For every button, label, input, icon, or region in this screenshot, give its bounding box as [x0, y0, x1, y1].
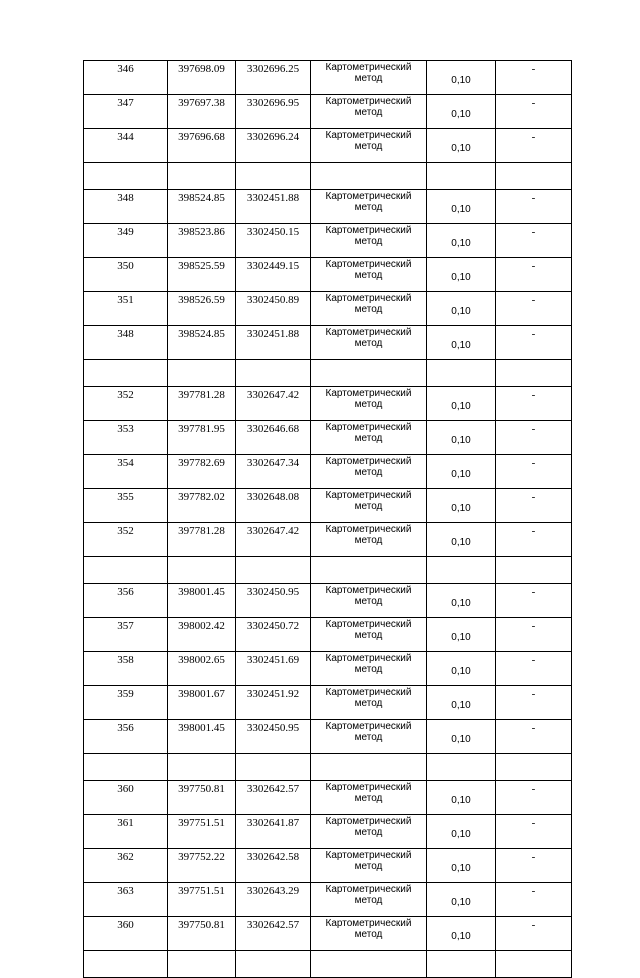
table-row [84, 720, 572, 754]
y-coordinate-cell: 3302647.34 [236, 455, 311, 489]
point-number-cell: 361 [84, 815, 168, 849]
note-cell: - [496, 326, 572, 360]
table-row [84, 224, 572, 258]
method-line-2: метод [354, 535, 383, 546]
method-line-2: метод [354, 630, 383, 641]
empty-cell [496, 951, 572, 978]
method-line-1: Картометрический [325, 524, 412, 535]
table-row [84, 489, 572, 523]
accuracy-cell: 0,10 [427, 292, 496, 326]
x-coordinate-cell: 397781.28 [168, 523, 236, 557]
y-coordinate-cell: 3302450.15 [236, 224, 311, 258]
empty-cell [168, 754, 236, 781]
empty-cell [236, 951, 311, 978]
point-number-cell: 351 [84, 292, 168, 326]
point-number-cell: 355 [84, 489, 168, 523]
accuracy-cell: 0,10 [427, 224, 496, 258]
empty-cell [496, 360, 572, 387]
point-number-cell: 357 [84, 618, 168, 652]
accuracy-cell: 0,10 [427, 686, 496, 720]
empty-cell [236, 360, 311, 387]
x-coordinate-cell: 397752.22 [168, 849, 236, 883]
empty-cell [84, 951, 168, 978]
empty-cell [311, 360, 427, 387]
empty-cell [496, 754, 572, 781]
method-cell [311, 652, 427, 686]
x-coordinate-cell: 397696.68 [168, 129, 236, 163]
method-cell [311, 618, 427, 652]
method-line-2: метод [354, 270, 383, 281]
method-cell [311, 523, 427, 557]
method-line-1: Картометрический [325, 130, 412, 141]
y-coordinate-cell: 3302450.72 [236, 618, 311, 652]
note-cell: - [496, 190, 572, 224]
note-cell: - [496, 523, 572, 557]
y-coordinate-cell: 3302451.69 [236, 652, 311, 686]
table-row [84, 618, 572, 652]
accuracy-cell: 0,10 [427, 781, 496, 815]
table-row [84, 129, 572, 163]
method-line-1: Картометрический [325, 687, 412, 698]
method-line-2: метод [354, 399, 383, 410]
point-number-cell: 344 [84, 129, 168, 163]
x-coordinate-cell: 398001.45 [168, 720, 236, 754]
empty-cell [168, 557, 236, 584]
note-cell: - [496, 258, 572, 292]
x-coordinate-cell: 397750.81 [168, 781, 236, 815]
table-separator-row [84, 754, 572, 781]
y-coordinate-cell: 3302646.68 [236, 421, 311, 455]
empty-cell [168, 951, 236, 978]
method-line-2: метод [354, 664, 383, 675]
empty-cell [84, 557, 168, 584]
point-number-cell: 363 [84, 883, 168, 917]
table-row [84, 421, 572, 455]
method-line-2: метод [354, 895, 383, 906]
method-line-1: Картометрический [325, 490, 412, 501]
note-cell: - [496, 917, 572, 951]
method-cell [311, 387, 427, 421]
accuracy-cell: 0,10 [427, 849, 496, 883]
method-cell [311, 917, 427, 951]
note-cell: - [496, 686, 572, 720]
y-coordinate-cell: 3302451.88 [236, 190, 311, 224]
method-cell [311, 292, 427, 326]
method-line-1: Картометрический [325, 388, 412, 399]
empty-cell [427, 360, 496, 387]
point-number-cell: 352 [84, 523, 168, 557]
point-number-cell: 362 [84, 849, 168, 883]
x-coordinate-cell: 397782.02 [168, 489, 236, 523]
y-coordinate-cell: 3302647.42 [236, 387, 311, 421]
method-cell [311, 224, 427, 258]
empty-cell [236, 754, 311, 781]
note-cell: - [496, 292, 572, 326]
method-line-2: метод [354, 141, 383, 152]
x-coordinate-cell: 398523.86 [168, 224, 236, 258]
empty-cell [427, 557, 496, 584]
method-line-2: метод [354, 433, 383, 444]
empty-cell [84, 754, 168, 781]
point-number-cell: 349 [84, 224, 168, 258]
empty-cell [496, 163, 572, 190]
method-line-2: метод [354, 596, 383, 607]
x-coordinate-cell: 397781.95 [168, 421, 236, 455]
note-cell: - [496, 387, 572, 421]
method-line-2: метод [354, 929, 383, 940]
method-line-1: Картометрический [325, 225, 412, 236]
note-cell: - [496, 652, 572, 686]
note-cell: - [496, 95, 572, 129]
method-cell [311, 686, 427, 720]
empty-cell [84, 360, 168, 387]
table-separator-row [84, 360, 572, 387]
accuracy-cell: 0,10 [427, 326, 496, 360]
x-coordinate-cell: 398001.45 [168, 584, 236, 618]
table-row [84, 326, 572, 360]
y-coordinate-cell: 3302451.92 [236, 686, 311, 720]
method-line-2: метод [354, 732, 383, 743]
note-cell: - [496, 720, 572, 754]
empty-cell [168, 163, 236, 190]
method-cell [311, 489, 427, 523]
x-coordinate-cell: 398526.59 [168, 292, 236, 326]
table-row [84, 61, 572, 95]
point-number-cell: 353 [84, 421, 168, 455]
method-line-1: Картометрический [325, 62, 412, 73]
point-number-cell: 347 [84, 95, 168, 129]
method-line-2: метод [354, 467, 383, 478]
accuracy-cell: 0,10 [427, 61, 496, 95]
y-coordinate-cell: 3302642.57 [236, 781, 311, 815]
empty-cell [311, 557, 427, 584]
y-coordinate-cell: 3302648.08 [236, 489, 311, 523]
x-coordinate-cell: 398524.85 [168, 190, 236, 224]
point-number-cell: 356 [84, 720, 168, 754]
point-number-cell: 346 [84, 61, 168, 95]
method-line-2: метод [354, 107, 383, 118]
y-coordinate-cell: 3302696.24 [236, 129, 311, 163]
empty-cell [427, 754, 496, 781]
y-coordinate-cell: 3302450.89 [236, 292, 311, 326]
note-cell: - [496, 224, 572, 258]
note-cell: - [496, 849, 572, 883]
x-coordinate-cell: 397751.51 [168, 883, 236, 917]
method-cell [311, 883, 427, 917]
table-row [84, 686, 572, 720]
method-line-2: метод [354, 793, 383, 804]
accuracy-cell: 0,10 [427, 95, 496, 129]
table-row [84, 455, 572, 489]
method-line-2: метод [354, 338, 383, 349]
table-separator-row [84, 557, 572, 584]
method-cell [311, 720, 427, 754]
method-line-1: Картометрический [325, 653, 412, 664]
table-row [84, 815, 572, 849]
y-coordinate-cell: 3302696.95 [236, 95, 311, 129]
method-line-1: Картометрический [325, 619, 412, 630]
accuracy-cell: 0,10 [427, 584, 496, 618]
empty-cell [496, 557, 572, 584]
x-coordinate-cell: 397781.28 [168, 387, 236, 421]
x-coordinate-cell: 398525.59 [168, 258, 236, 292]
table-row [84, 652, 572, 686]
accuracy-cell: 0,10 [427, 489, 496, 523]
y-coordinate-cell: 3302696.25 [236, 61, 311, 95]
x-coordinate-cell: 397698.09 [168, 61, 236, 95]
table-row [84, 95, 572, 129]
empty-cell [311, 754, 427, 781]
table-row [84, 190, 572, 224]
method-cell [311, 258, 427, 292]
x-coordinate-cell: 398001.67 [168, 686, 236, 720]
x-coordinate-cell: 398524.85 [168, 326, 236, 360]
note-cell: - [496, 781, 572, 815]
method-line-2: метод [354, 236, 383, 247]
table-row [84, 781, 572, 815]
note-cell: - [496, 815, 572, 849]
y-coordinate-cell: 3302643.29 [236, 883, 311, 917]
y-coordinate-cell: 3302642.58 [236, 849, 311, 883]
table-row [84, 292, 572, 326]
note-cell: - [496, 421, 572, 455]
accuracy-cell: 0,10 [427, 129, 496, 163]
note-cell: - [496, 584, 572, 618]
table-row [84, 258, 572, 292]
point-number-cell: 360 [84, 917, 168, 951]
note-cell: - [496, 129, 572, 163]
method-line-1: Картометрический [325, 721, 412, 732]
method-cell [311, 95, 427, 129]
note-cell: - [496, 61, 572, 95]
method-line-2: метод [354, 861, 383, 872]
method-line-2: метод [354, 202, 383, 213]
point-number-cell: 348 [84, 190, 168, 224]
method-cell [311, 326, 427, 360]
method-cell [311, 849, 427, 883]
point-number-cell: 356 [84, 584, 168, 618]
table-row [84, 387, 572, 421]
x-coordinate-cell: 397750.81 [168, 917, 236, 951]
method-line-2: метод [354, 698, 383, 709]
empty-cell [168, 360, 236, 387]
point-number-cell: 360 [84, 781, 168, 815]
method-line-1: Картометрический [325, 585, 412, 596]
accuracy-cell: 0,10 [427, 387, 496, 421]
method-line-1: Картометрический [325, 422, 412, 433]
method-cell [311, 781, 427, 815]
x-coordinate-cell: 398002.42 [168, 618, 236, 652]
x-coordinate-cell: 397782.69 [168, 455, 236, 489]
x-coordinate-cell: 398002.65 [168, 652, 236, 686]
y-coordinate-cell: 3302647.42 [236, 523, 311, 557]
point-number-cell: 358 [84, 652, 168, 686]
y-coordinate-cell: 3302449.15 [236, 258, 311, 292]
method-line-2: метод [354, 827, 383, 838]
point-number-cell: 354 [84, 455, 168, 489]
method-line-2: метод [354, 304, 383, 315]
method-line-1: Картометрический [325, 850, 412, 861]
point-number-cell: 348 [84, 326, 168, 360]
y-coordinate-cell: 3302450.95 [236, 584, 311, 618]
accuracy-cell: 0,10 [427, 421, 496, 455]
method-line-1: Картометрический [325, 259, 412, 270]
accuracy-cell: 0,10 [427, 883, 496, 917]
method-cell [311, 61, 427, 95]
method-cell [311, 129, 427, 163]
note-cell: - [496, 489, 572, 523]
empty-cell [84, 163, 168, 190]
y-coordinate-cell: 3302450.95 [236, 720, 311, 754]
empty-cell [427, 951, 496, 978]
coordinates-table [83, 60, 572, 978]
x-coordinate-cell: 397697.38 [168, 95, 236, 129]
table-row [84, 523, 572, 557]
empty-cell [311, 951, 427, 978]
table-row [84, 584, 572, 618]
method-line-1: Картометрический [325, 191, 412, 202]
note-cell: - [496, 883, 572, 917]
accuracy-cell: 0,10 [427, 815, 496, 849]
method-line-1: Картометрический [325, 782, 412, 793]
point-number-cell: 359 [84, 686, 168, 720]
accuracy-cell: 0,10 [427, 455, 496, 489]
method-cell [311, 421, 427, 455]
method-cell [311, 190, 427, 224]
method-line-1: Картометрический [325, 816, 412, 827]
coordinates-table-body [84, 61, 572, 978]
method-line-1: Картометрический [325, 456, 412, 467]
method-cell [311, 815, 427, 849]
y-coordinate-cell: 3302641.87 [236, 815, 311, 849]
method-line-2: метод [354, 73, 383, 84]
accuracy-cell: 0,10 [427, 258, 496, 292]
method-line-1: Картометрический [325, 96, 412, 107]
accuracy-cell: 0,10 [427, 917, 496, 951]
point-number-cell: 352 [84, 387, 168, 421]
table-separator-row [84, 951, 572, 978]
method-line-1: Картометрический [325, 918, 412, 929]
accuracy-cell: 0,10 [427, 652, 496, 686]
table-row [84, 849, 572, 883]
x-coordinate-cell: 397751.51 [168, 815, 236, 849]
method-line-1: Картометрический [325, 327, 412, 338]
empty-cell [311, 163, 427, 190]
y-coordinate-cell: 3302642.57 [236, 917, 311, 951]
accuracy-cell: 0,10 [427, 618, 496, 652]
table-separator-row [84, 163, 572, 190]
table-row [84, 917, 572, 951]
method-line-1: Картометрический [325, 293, 412, 304]
table-row [84, 883, 572, 917]
y-coordinate-cell: 3302451.88 [236, 326, 311, 360]
accuracy-cell: 0,10 [427, 190, 496, 224]
accuracy-cell: 0,10 [427, 523, 496, 557]
method-cell [311, 584, 427, 618]
accuracy-cell: 0,10 [427, 720, 496, 754]
method-line-1: Картометрический [325, 884, 412, 895]
note-cell: - [496, 618, 572, 652]
note-cell: - [496, 455, 572, 489]
empty-cell [236, 163, 311, 190]
method-cell [311, 455, 427, 489]
empty-cell [427, 163, 496, 190]
empty-cell [236, 557, 311, 584]
method-line-2: метод [354, 501, 383, 512]
point-number-cell: 350 [84, 258, 168, 292]
